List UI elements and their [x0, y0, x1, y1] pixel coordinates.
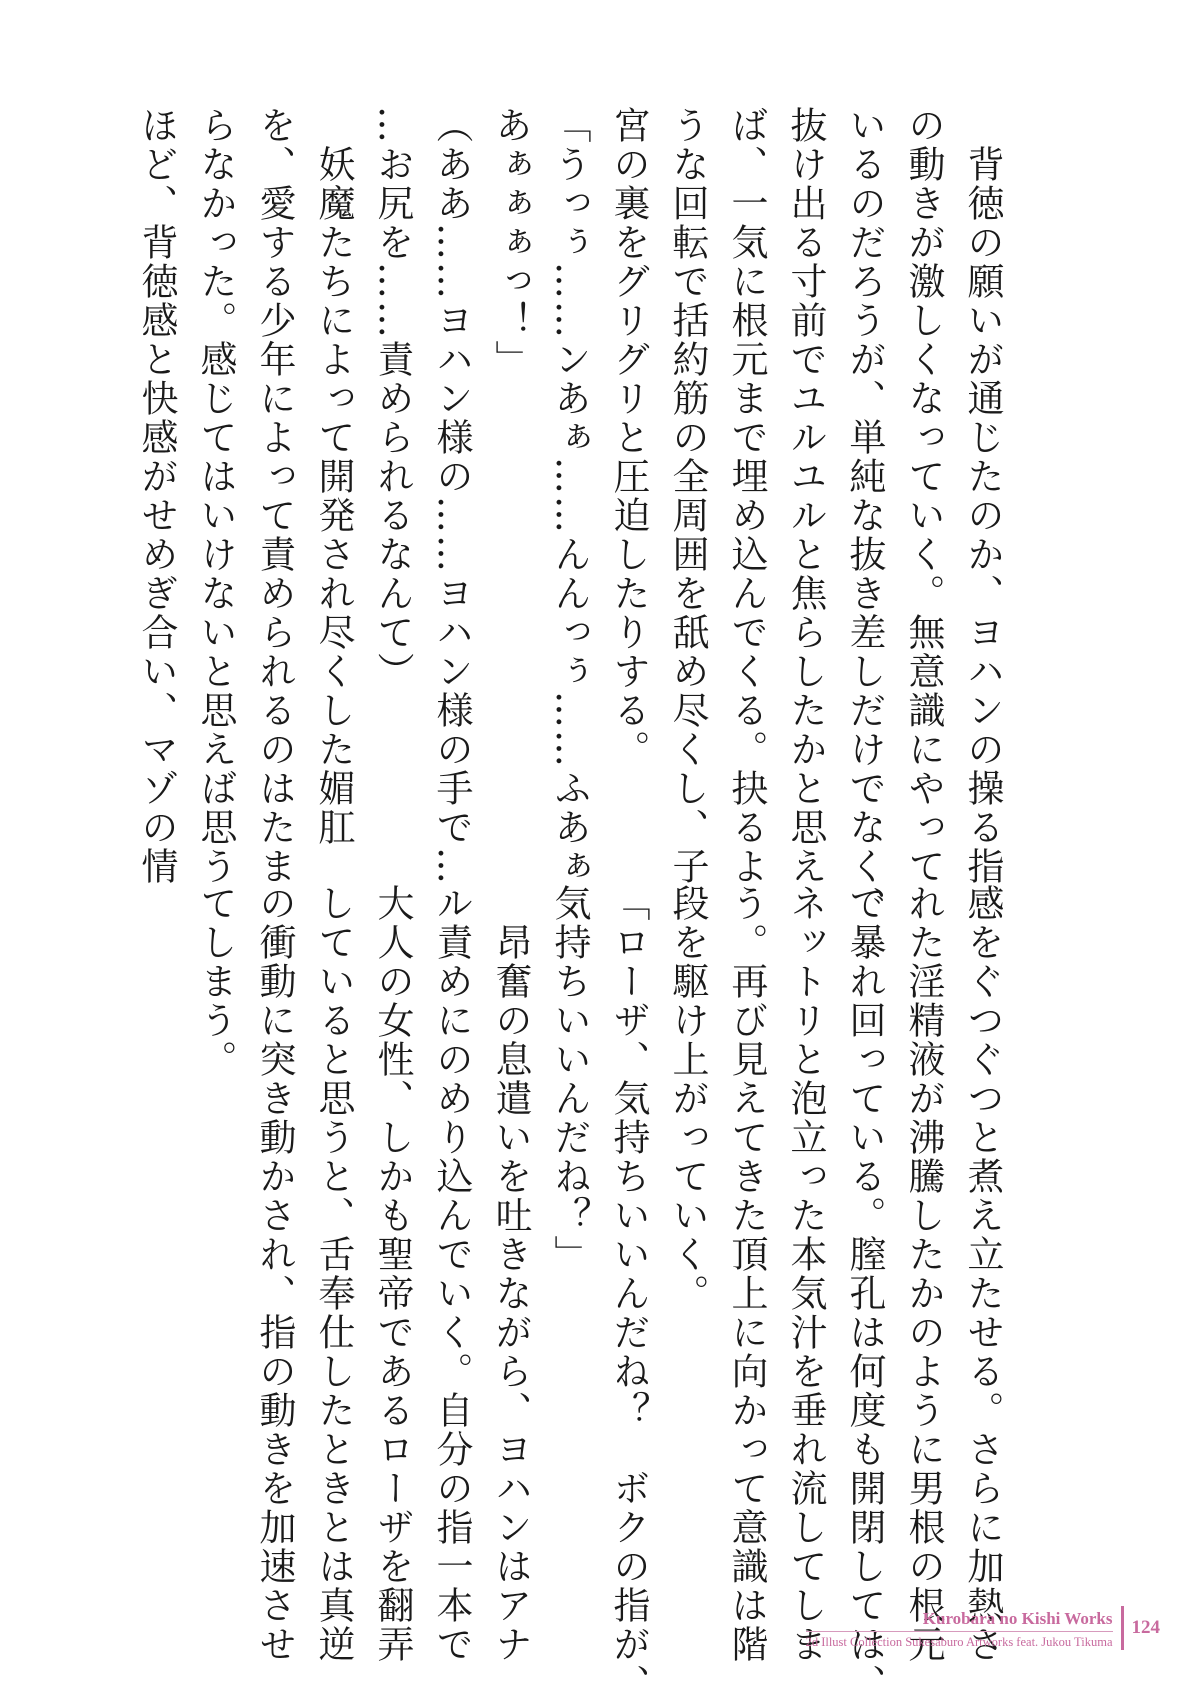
text-column: ル責めにのめり込んでいく。自分の指一本で [430, 884, 473, 1664]
text-column: ば、一気に根元まで埋め込んでくる。抉るよ [725, 106, 768, 886]
text-column: てしまう。 [194, 884, 237, 1079]
text-column: …お尻を……責められるなんて） [371, 106, 414, 691]
upper-text-block [127, 106, 1012, 925]
text-column: らなかった。感じてはいけないと思えば思う [194, 106, 237, 886]
text-column: ほど、背徳感と快感がせめぎ合い、マゾの情 [135, 106, 178, 886]
text-column: 昂奮の息遣いを吐きながら、ヨハンはアナ [489, 884, 532, 1664]
text-column: 大人の女性、しかも聖帝であるローザを翻弄 [371, 884, 414, 1664]
page-footer [806, 1604, 1160, 1650]
text-column: の動きが激しくなっていく。無意識にやって [902, 106, 945, 886]
text-column: 段を駆け上がっていく。 [666, 884, 709, 1313]
text-column: ネットリと泡立った本気汁を垂れ流してしま [784, 884, 827, 1664]
text-column: う。再び見えてきた頂上に向かって意識は階 [725, 884, 768, 1664]
text-column: れた淫精液が沸騰したかのように男根の根元 [902, 884, 945, 1664]
footer-divider [1121, 1606, 1124, 1650]
text-column: していると思うと、舌奉仕したときとは真逆 [312, 884, 355, 1664]
text-column: 妖魔たちによって開発され尽くした媚肛 [312, 106, 355, 847]
text-column: いるのだろうが、単純な抜き差しだけでなく、 [843, 106, 886, 925]
text-column: 気持ちいいんだね？」 [548, 884, 591, 1274]
text-column: で暴れ回っている。膣孔は何度も開閉しては、 [843, 884, 886, 1703]
text-column: 「ローザ、気持ちいいんだね？ ボクの指が、 [607, 884, 650, 1703]
footer-title: Kurobara no Kishi Works [806, 1609, 1113, 1632]
text-column: あぁぁぁっ！」 [489, 106, 532, 379]
text-column: 抜け出る寸前でユルユルと焦らしたかと思え [784, 106, 827, 886]
text-column: （ああ……ヨハン様の……ヨハン様の手で… [430, 106, 473, 886]
text-column: 宮の裏をグリグリと圧迫したりする。 [607, 106, 650, 769]
text-column: を、愛する少年によって責められるのはたま [253, 106, 296, 886]
text-column: 「うっぅ……ンあぁ……んんっぅ……ふあぁ [548, 106, 591, 886]
page-number: 124 [1131, 1617, 1160, 1638]
footer-titles [806, 1609, 1121, 1650]
text-column: の衝動に突き動かされ、指の動きを加速させ [253, 884, 296, 1664]
text-column: うな回転で括約筋の全周囲を舐め尽くし、子 [666, 106, 709, 886]
text-column: 感をぐつぐつと煮え立たせる。さらに加熱さ [961, 884, 1004, 1664]
text-column: 背徳の願いが通じたのか、ヨハンの操る指 [961, 106, 1004, 886]
footer-subtitle: 2d Illust Collection Sukesaburo Artworks feat. Jukou Tikuma [805, 1635, 1113, 1649]
